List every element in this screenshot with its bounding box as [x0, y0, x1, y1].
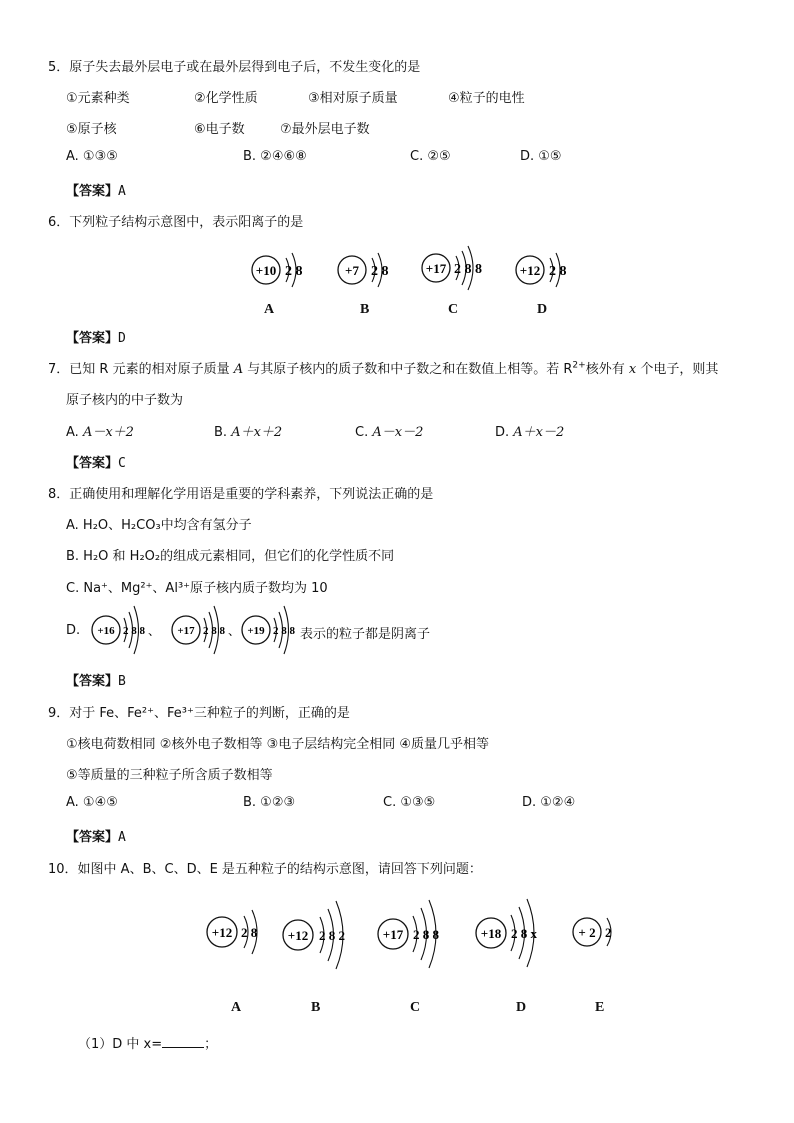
- q9-line1: ①核电荷数相同 ②核外电子数相等 ③电子层结构完全相同 ④质量几乎相等: [66, 737, 490, 752]
- q6-stem: 6．下列粒子结构示意图中，表示阳离子的是: [48, 215, 304, 230]
- q5-item-1: ①元素种类: [66, 91, 130, 106]
- svg-text:2 8: 2 8: [285, 264, 303, 279]
- svg-text:+17: +17: [382, 927, 404, 942]
- svg-text:+16: +16: [97, 625, 115, 637]
- svg-text:+7: +7: [345, 263, 359, 278]
- q6-diagram-c: [422, 246, 482, 290]
- q6-diagram-a: [252, 253, 303, 287]
- q7-option-c: C. A－x－2: [355, 425, 424, 440]
- q8-stem: 8．正确使用和理解化学用语是重要的学科素养，下列说法正确的是: [48, 487, 434, 502]
- q5-option-a: A. ①③⑤: [66, 149, 118, 164]
- q9-option-a: A. ①④⑤: [66, 795, 118, 810]
- svg-text:+18: +18: [480, 926, 502, 941]
- q7-answer: 【答案】C: [66, 456, 126, 471]
- q6-diagram-b: [338, 253, 389, 287]
- svg-text:2 8 8: 2 8 8: [203, 625, 225, 637]
- q8-option-d-prefix: D.: [66, 623, 81, 638]
- q5-stem: 5．原子失去最外层电子或在最外层得到电子后，不发生变化的是: [48, 60, 421, 75]
- q5-item-5: ⑤原子核: [66, 122, 117, 137]
- q10-label-a: A: [231, 1000, 242, 1015]
- q5-option-d: D. ①⑤: [520, 149, 562, 164]
- svg-text:2 8 x: 2 8 x: [511, 926, 537, 941]
- q9-option-b: B. ①②③: [243, 795, 296, 810]
- svg-text:2 8: 2 8: [371, 264, 389, 279]
- q8-diagram-1: [92, 606, 146, 654]
- svg-text:+12: +12: [211, 925, 233, 940]
- q10-sub1-blank[interactable]: [162, 1035, 204, 1048]
- q10-label-c: C: [410, 1000, 421, 1015]
- svg-text:2 8 8: 2 8 8: [413, 927, 439, 942]
- q9-answer: 【答案】A: [66, 830, 126, 845]
- q8-option-d-diagrams: [86, 600, 306, 660]
- q10-diagram-e: [573, 918, 612, 946]
- q9-stem: 9．对于 Fe、Fe²⁺、Fe³⁺三种粒子的判断，正确的是: [48, 706, 350, 721]
- q8-diagram-3: [242, 606, 296, 654]
- q9-line2: ⑤等质量的三种粒子所含质子数相等: [66, 768, 273, 783]
- q10-diagram-b: [283, 901, 345, 969]
- q10-label-e: E: [595, 1000, 605, 1015]
- q10-diagram-row: [195, 880, 635, 970]
- svg-text:2 8 8: 2 8 8: [273, 625, 295, 637]
- q7-option-d: D. A＋x－2: [495, 425, 565, 440]
- q5-item-4: ④粒子的电性: [448, 91, 525, 106]
- svg-text:+17: +17: [177, 625, 195, 637]
- q8-option-b: B. H₂O 和 H₂O₂的组成元素相同，但它们的化学性质不同: [66, 549, 395, 564]
- q5-option-b: B. ②④⑥⑧: [243, 149, 307, 164]
- svg-text:2 8: 2 8: [549, 264, 567, 279]
- svg-text:2: 2: [605, 925, 612, 940]
- q10-stem: 10．如图中 A、B、C、D、E 是五种粒子的结构示意图，请回答下列问题：: [48, 862, 482, 877]
- q8-sep-1: 、: [148, 624, 161, 638]
- q10-diagram-d: [476, 899, 538, 967]
- q6-label-c: C: [448, 302, 459, 317]
- svg-text:+17: +17: [425, 261, 447, 276]
- svg-text:+19: +19: [247, 625, 265, 637]
- q6-label-a: A: [264, 302, 275, 317]
- q5-item-6: ⑥电子数: [194, 122, 245, 137]
- q5-item-3: ③相对原子质量: [308, 91, 398, 106]
- svg-text:+12: +12: [519, 263, 541, 278]
- svg-text:+12: +12: [287, 928, 309, 943]
- q10-diagram-a: [207, 910, 258, 954]
- svg-text:2 8 8: 2 8 8: [123, 625, 145, 637]
- q6-label-d: D: [537, 302, 548, 317]
- q5-option-c: C. ②⑤: [410, 149, 451, 164]
- q5-item-2: ②化学性质: [194, 91, 258, 106]
- q8-option-d-suffix: 表示的粒子都是阴离子: [300, 627, 431, 642]
- q7-option-a: A. A－x＋2: [66, 425, 134, 440]
- q8-option-a: A. H₂O、H₂CO₃中均含有氢分子: [66, 518, 252, 533]
- q6-diagram-d: [516, 253, 567, 287]
- svg-text:+10: +10: [255, 263, 277, 278]
- q7-option-b: B. A＋x＋2: [214, 425, 283, 440]
- svg-text:2 8: 2 8: [241, 925, 258, 940]
- q10-label-d: D: [516, 1000, 527, 1015]
- q8-diagram-2: [172, 606, 226, 654]
- q6-diagram-row: [240, 240, 580, 300]
- q6-label-b: B: [360, 302, 370, 317]
- q8-option-c: C. Na⁺、Mg²⁺、Al³⁺原子核内质子数均为 10: [66, 581, 328, 596]
- q10-sub1: （1）D 中 x= ；: [78, 1037, 218, 1052]
- q10-label-b: B: [311, 1000, 321, 1015]
- q9-option-d: D. ①②④: [522, 795, 576, 810]
- svg-text:2 8 8: 2 8 8: [454, 262, 482, 277]
- q9-option-c: C. ①③⑤: [383, 795, 436, 810]
- q7-stem-line2: 原子核内的中子数为: [66, 393, 184, 408]
- q6-answer: 【答案】D: [66, 331, 126, 346]
- q8-answer: 【答案】B: [66, 674, 126, 689]
- svg-text:2 8 2: 2 8 2: [319, 928, 345, 943]
- q7-stem: 7．已知 R 元素的相对原子质量 A 与其原子核内的质子数和中子数之和在数值上相等。若 $R^{2+}$核外有 x 个电子，则其: [48, 360, 719, 377]
- q10-diagram-c: [378, 900, 440, 968]
- q8-sep-2: 、: [228, 624, 241, 638]
- q5-item-7: ⑦最外层电子数: [280, 122, 370, 137]
- svg-text:+ 2: + 2: [578, 925, 596, 940]
- q5-answer: 【答案】A: [66, 184, 126, 199]
